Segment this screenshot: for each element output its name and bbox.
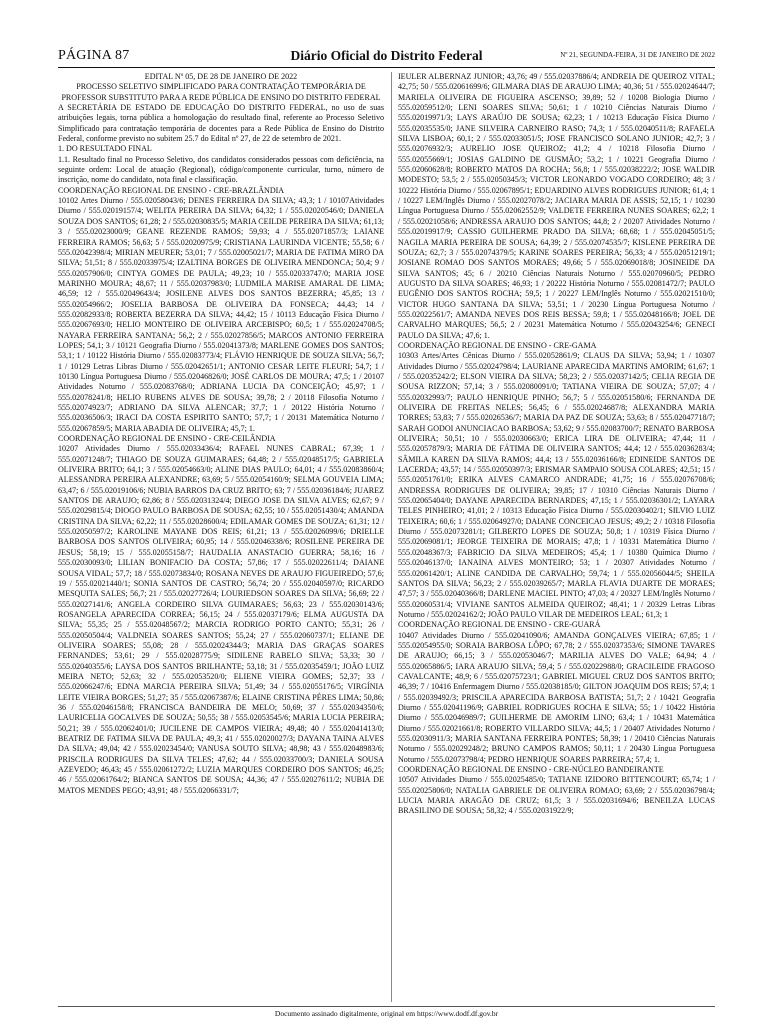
coordination-heading: COORDENAÇÃO REGIONAL DE ENSINO - CRE-GUARÁ bbox=[398, 620, 601, 630]
coordination-heading: COORDENAÇÃO REGIONAL DE ENSINO - CRE-BRAZLÂNDIA bbox=[58, 185, 285, 195]
left-column bbox=[58, 72, 384, 1002]
edital-subtitle: PROCESSO SELETIVO SIMPLIFICADO PARA CONTRATAÇÃO TEMPORÁRIA DE PROFESSOR SUBSTITUTO PARA A REDE PÚBLICA DE ENSINO DO DISTRITO FEDERAL bbox=[61, 82, 381, 102]
coordination-heading: COORDENAÇÃO REGIONAL DE ENSINO - CRE-GAMA bbox=[398, 340, 597, 350]
page-header bbox=[58, 48, 715, 68]
issue-date: Nº 21, SEGUNDA-FEIRA, 31 DE JANEIRO DE 2022 bbox=[560, 51, 715, 59]
results-paragraph: 10507 Atividades Diurno / 555.02025485/0; TATIANE IZIDORO BITTENCOURT; 65,74; 1 / 555.02025806/0; NATALIA GABRIELE DE OLIVEIRA ROMAO; 63,69; 2 / 555.02036798/4; LUCIA MARIA ARAGÃO DE CRUZ; 61,5; 3 / 555.02031694/6; BENEILZA LUCAS BRASILINO DE SOUSA; 58,32; 4 / 555.02031922/9; bbox=[398, 775, 715, 816]
edital-intro: A SECRETÁRIA DE ESTADO DE EDUCAÇÃO DO DISTRITO FEDERAL, no uso de suas atribuições legais, torna pública a homologação do resultado final, referente ao Processo Seletivo Simplificado para contratação temporária de docentes para a Rede Pública de Ensino do Distrito Federal, conforme previsto no subitem 25.7 do Edital nº 27, de 22 de setembro de 2021. bbox=[58, 103, 384, 144]
header-rule bbox=[58, 67, 715, 68]
page-number: PÁGINA 87 bbox=[58, 48, 130, 63]
coordination-heading: COORDENAÇÃO REGIONAL DE ENSINO - CRE-CEILÂNDIA bbox=[58, 434, 276, 444]
item-paragraph: 1.1. Resultado final no Processo Seletivo, dos candidatos considerados pessoas com deficiência, na seguinte ordem: Local de atuação (Regional), código/componente curricular, turno, número de inscrição, nome do candidato, nota final e classificação. bbox=[58, 154, 384, 185]
section-heading: 1. DO RESULTADO FINAL bbox=[58, 144, 152, 154]
edital-title: EDITAL Nº 05, DE 28 DE JANEIRO DE 2022 bbox=[144, 72, 298, 81]
results-paragraph: IEULER ALBERNAZ JUNIOR; 43,76; 49 / 555.02037886/4; ANDREIA DE QUEIROZ VITAL; 42,75; 50 / 555.02061699/6; GILMARA DIAS DE ARAUJO LIMA; 40,36; 51 / 555.02024644/7; MARIELA OLIVEIRA DE FIGUEIRA ASCENSO; 39,89; 52 / 10208 Biologia Diurno / 555.02059512/0; LENI SOARES SILVA; 50,61; 1 / 10210 Ciências Naturais Diurno / 555.02019971/3; LAYS ARAÚJO DE SOUSA; 62,23; 1 / 10213 Educação Física Diurno / 555.02035535/0; JANE SILVEIRA CARNEIRO RASO; 74,3; 1 / 555.02040511/8; RAFAELA SILVA LISBOA; 60,1; 2 / 555.02033051/5; JOSE FRANCISCO SOLANO JUNIOR; 42,7; 3 / 555.02076932/3; AURELIO JOSE QUEIROZ; 41,2; 4 / 10218 Filosofia Diurno / 555.02055669/1; JOSIAS GALDINO DE GUSMÃO; 53,2; 1 / 10221 Geografia Diurno / 555.02060628/8; ROBERTO MATOS DA ROCHA; 56,8; 1 / 555.02038222/2; JOSE WALDIR MODESTO; 53,5; 2 / 555.02050345/3; VICTOR LEONARDO VOGADO CORDEIRO; 48; 3 / 10222 História Diurno / 555.02067895/1; EDUARDINO ALVES RODRIGUES JUNIOR; 61,4; 1 / 10227 LEM/Inglês Diurno / 555.02027078/2; JACIARA MARIA DE ASSIS; 52,15; 1 / 10230 Língua Portuguesa Diurno / 555.02062552/9; VALDETE FERREIRA NUNES SOARES; 62,2; 1 / 555.02021058/6; ANDRESSA ARAUJO DOS SANTOS; 44,8; 2 / 20207 Atividades Noturno / 555.02019917/9; CASSIO GUILHERME PRADO DA SILVA; 68,68; 1 / 555.02045051/5; NAGILA MARIA PEREIRA DE SOUSA; 64,39; 2 / 555.02074535/7; KISLENE PEREIRA DE SOUZA; 62,7; 3 / 555.02074379/5; KARINE SOARES PEREIRA; 56,33; 4 / 555.02051219/1; JOSIANE ROMAO DOS SANTOS MORAES; 49,66; 5 / 555.02069018/8; JOSINEIDE DA SILVA SANTOS; 45; 6 / 20210 Ciências Naturais Noturno / 555.02070960/5; PEDRO AUGUSTO DA SILVA SOARES; 46,93; 1 / 20222 História Noturno / 555.02081472/7; PAULO EUGÊNIO DOS SANTOS ROCHA; 59,5; 1 / 20227 LEM/Inglês Noturno / 555.02021510/0; VICTOR HUGO SANTANA DA SILVA; 53,51; 1 / 20230 Língua Portuguesa Noturno / 555.02022561/7; AMANDA NEVES DOS REIS BESSA; 59,8; 1 / 555.02048166/8; JOEL DE CARVALHO MARQUES; 56,5; 2 / 20231 Matemática Noturno / 555.02043254/6; GENECI PAULO DA SILVA; 47,6; 1. bbox=[398, 72, 715, 340]
results-paragraph: 10207 Atividades Diurno / 555.02033436/4; RAFAEL NUNES CABRAL; 67,39; 1 / 555.02071248/7; THIAGO DE SOUZA GUIMARAES; 64,48; 2 / 555.02048517/5; GABRIELA OLIVEIRA BRITO; 64,1; 3 / 555.02054663/0; ALINE DIAS PAULO; 64,01; 4 / 555.02083860/4; ALESSANDRA PEREIRA ALEXANDRE; 63,69; 5 / 555.02054160/9; SELMA GOUVEIA LIMA; 63,47; 6 / 555.02019106/6; NUBIA BARROS DA CRUZ BRITO; 63; 7 / 555.02036184/6; JUAREZ SANTOS DE ARAUJO; 62,86; 8 / 555.02031324/4; DIEGO JOSE DA SILVA ALVES; 62,67; 9 / 555.02029815/4; DIOGO PAULO BARBOSA DE SOUSA; 62,55; 10 / 555.02051430/4; AMANDA CRISTINA DA SILVA; 62,22; 11 / 555.02028600/4; EDILAMAR GOMES DE SOUZA; 61,31; 12 / 555.02050597/2; KAROLINE MAYANE DOS REIS; 61,21; 13 / 555.02026099/6; DRIELLE BARBOSA DOS SANTOS OLIVEIRA; 60,95; 14 / 555.02046338/6; ROSILENE PEREIRA DE JESUS; 58,19; 15 / 555.02055158/7; HAUDALIA ANASTACIO GUERRA; 58,16; 16 / 555.02030093/0; LILIAN BONIFACIO DA COSTA; 57,86; 17 / 555.02022611/4; DAIANE SOUSA VIDAL; 57,7; 18 / 555.02073834/0; ROSANA NEVES DE ARAUJO FIGUEIREDO; 57,6; 19 / 555.02021440/1; SONIA SANTOS DE CASTRO; 56,74; 20 / 555.02040597/0; RICARDO MESQUITA SALES; 56,7; 21 / 555.02027726/4; LOURIEDSON SOARES DA SILVA; 56,69; 22 / 555.02027141/6; ANGELA CORDEIRO SILVA GUIMARAES; 56,63; 23 / 555.02030143/6; ROSANGELA APARECIDA CORREA; 56,15; 24 / 555.02037179/6; ELMA AUGUSTA DA SILVA; 55,35; 25 / 555.02048567/2; MARCIA RODRIGO PORTO CANTO; 55,31; 26 / 555.02050504/4; VALDNEIA SOARES SANTOS; 55,24; 27 / 555.02060737/1; ELIANE DE OLIVEIRA SOARES; 55,08; 28 / 555.02024344/3; MARIA DAS GRAÇAS SOARES FERNANDES; 53,61; 29 / 555.02028775/9; SIDILENE RABELO SILVA; 53,33; 30 / 555.02040355/6; LAYSA DOS SANTOS BRILHANTE; 53,18; 31 / 555.02035459/1; JOÃO LUIZ MEIRA NETO; 52,63; 32 / 555.02053520/0; ELIENE VIEIRA GOMES; 52,37; 33 / 555.02066247/6; EDNA MARCIA PEREIRA SILVA; 51,49; 34 / 555.02055176/5; VIRGÍNIA LEITE VIEIRA BORGES; 51,27; 35 / 555.02067387/6; ELAINE CRISTINA PÉRES LIMA; 50,86; 36 / 555.02046158/8; FRANCISCA BANDEIRA DE MELO; 50,69; 37 / 555.02034350/6; LAURICELIA GOCALVES DE SOUZA; 50,55; 38 / 555.02053545/6; MARIA LUCIA PEREIRA; 50,21; 39 / 555.02062401/0; JUCILENE DE CAMPOS VIEIRA; 49,48; 40 / 555.02041413/0; BEATRIZ DE FATIMA SILVA DE PAULA; 49,3; 41 / 555.02020027/3; DAYANA TAINA ALVES DA SILVA; 49,04; 42 / 555.02023454/0; VANUSA SOUTO SILVA; 48,98; 43 / 555.02048983/6; PRISCILA RODRIGUES DA SILVA TELES; 47,62; 44 / 555.02033700/3; DANIELA SOUSA AZEVEDO; 46,43; 45 / 555.02061272/2; LUZIA MARQUES CORDEIRO DOS SANTOS; 46,25; 46 / 555.02061764/2; BIANCA SANTOS DE SOUSA; 44,36; 47 / 555.02027611/2; NUBIA DE MATOS MENDES PEGO; 43,91; 48 / 555.02066331/7; bbox=[58, 444, 384, 795]
results-paragraph: 10407 Atividades Diurno / 555.02041090/6; AMANDA GONÇALVES VIEIRA; 67,85; 1 / 555.02054955/0; SORAIA BARBOSA LÔPO; 67,78; 2 / 555.02037353/6; SIMONE TAVARES DE ARAUJO; 66,15; 3 / 555.02053046/7; MARILIA ALVES DO VALE; 64,94; 4 / 555.02065886/5; IARA ARAUJO SILVA; 59,4; 5 / 555.02022988/0; GRACILEIDE FRAGOSO CAVALCANTE; 48,9; 6 / 555.02075723/1; GABRIEL MIGUEL CRUZ DOS SANTOS BRITO; 46,39; 7 / 10416 Enfermagem Diurno / 555.02038185/0; GILTON JOAQUIM DOS REIS; 57,4; 1 / 555.02039492/3; PRISCILA APARECIDA BARBOSA BATISTA; 51,7; 2 / 10421 Geografia Diurno / 555.02041196/9; GABRIEL RODRIGUES ROCHA E SILVA; 55; 1 / 10422 História Diurno / 555.02046989/7; GUILHERME DE AMORIM LINO; 63,4; 1 / 10431 Matemática Diurno / 555.02021661/8; ROBERTO VILLARDO SILVA; 44,5; 1 / 20407 Atividades Noturno / 555.02030911/3; MARIA SANTANA FERREIRA PONTES; 58,39; 1 / 20410 Ciências Naturais Noturno / 555.02029248/2; BRUNO CAMPOS RAMOS; 50,11; 1 / 20430 Língua Portuguesa Noturno / 555.02073798/4; PEDRO HENRIQUE SOARES PARREIRA; 57,4; 1. bbox=[398, 630, 715, 764]
results-paragraph: 10102 Artes Diurno / 555.02058043/6; DENES FERREIRA DA SILVA; 43,3; 1 / 10107Atividades Diurno / 555.02019157/4; WELITA PEREIRA DA SILVA; 64,32; 1 / 555.02020546/0; DANIELA SOUZA DOS SANTOS; 61,28; 2 / 555.02030835/5; MARIA CEILDE PEREIRA DA SILVA; 61,13; 3 / 555.02023000/9; GEANE REZENDE RAMOS; 59,93; 4 / 555.02071857/3; LAIANE FERREIRA RAMOS; 56,63; 5 / 555.02020975/9; CRISTIANA LAURINDA VICENTE; 55,58; 6 / 555.02042398/4; MIRIAN MEURER; 53,01; 7 / 555.02005021/7; MARIA DE FATIMA MIRO DA SILVA; 51,51; 8 / 555.02033975/4; IZALTINA BORGES DE OLIVEIRA MENDONCA; 50,4; 9 / 555.02057906/0; CINTYA GOMES DE PAULA; 49,23; 10 / 555.02033747/0; MARIA JOSE MARINHO MOURA; 48,67; 11 / 555.02037983/0; LUDMILA MARISE AMARAL DE LIMA; 46,59; 12 / 555.02049643/4; JOSILENE ALVES DOS SANTOS BEZERRA; 45,85; 13 / 555.02054966/2; JOSELIA BARBOSA DE OLIVEIRA DA FONSECA; 44,43; 14 / 555.02082933/8; ROBERTA BEZERRA DA SILVA; 44,42; 15 / 10113 Educação Física Diurno / 555.02067693/0; HELIO MONTEIRO DE OLIVEIRA ARCEBISPO; 60,5; 1 / 555.02024708/5; NAYARA FERREIRA SANTANA; 56,2; 2 / 555.02027856/5; MARCOS ANTONIO FERREIRA LOPES; 54,1; 3 / 10121 Geografia Diurno / 555.02041373/8; MARLENE GOMES DOS SANTOS; 53,1; 1 / 10122 História Diurno / 555.02083773/4; FLÁVIO HENRIQUE DE SOUZA SILVA; 56,7; 1 / 10129 Letras Libras Diurno / 555.02042651/1; ANTONIO CESAR LEITE FLEURI; 54,7; 1 / 10130 Língua Portuguesa Diurno / 555.02046826/0; JOSÉ CARLOS DE MOURA; 47,5; 1 / 20107 Atividades Noturno / 555.02083768/0; ADRIANA LUCIA DA CONCEIÇÃO; 45,97; 1 / 555.02078241/8; HELIO RUBENS ALVES DE SOUSA; 39,78; 2 / 20118 Filosofia Noturno / 555.02074923/7; ADRIANO DA SILVA ALENCAR; 37,7; 1 / 20122 História Noturno / 555.02036506/3; IRACI DA COSTA ESPIRITO SANTO; 57,7; 1 / 20131 Matemática Noturno / 555.02067859/5; MARIA ABADIA DE OLIVEIRA; 45,7; 1. bbox=[58, 196, 384, 433]
page-footer bbox=[58, 1009, 715, 1018]
results-paragraph: 10303 Artes/Artes Cênicas Diurno / 555.02052861/9; CLAUS DA SILVA; 53,94; 1 / 10307 Atividades Diurno / 555.02024798/4; LAURIANE APARECIDA MARTINS AMORIM; 61,67; 1 / 555.02035242/2; ELSON VIEIRA DA SILVA; 58,23; 2 / 555.02037142/5; CELIA REGIA DE SOUSA RIZZON; 57,14; 3 / 555.02080091/0; TATIANA VIEIRA DE SOUZA; 57,07; 4 / 555.02032993/7; PAULO HENRIQUE PINHO; 56,7; 5 / 555.02051580/6; FERNANDA DE OLIVEIRA DE FREITAS NELES; 56,45; 6 / 555.02024687/8; ALEXANDRA MARIA TORRES; 53,83; 7 / 555.02026536/7; MARIA DA PAZ DE SOUZA; 53,63; 8 / 555.02047718/7; SARAH GODOI ANUNCIACAO BARBOSA; 53,62; 9 / 555.02083700/7; RENATO BARBOSA OLIVEIRA; 50,51; 10 / 555.02030663/0; ERICA LIRA DE OLIVEIRA; 47,44; 11 / 555.02057879/3; MARIA DE FÁTIMA DE OLIVEIRA SANTOS; 44,4; 12 / 555.02036283/4; SÂMILA KAREN DA SILVA RAMOS; 44,4; 13 / 555.02036166/8; EDINEIDE SANTOS DE LACERDA; 43,57; 14 / 555.02050397/3; ERISMAR SAMPAIO SOUSA COLARES; 42,51; 15 / 555.02051761/0; ERIKA ALVES CAMARCO ANDRADE; 41,75; 16 / 555.02076708/6; ANDRESSA RODRIGUES DE OLIVEIRA; 39,85; 17 / 10310 Ciências Naturais Diurno / 555.02065404/0; DAYANE APARECIDA BERNARDES; 47,15; 1 / 555.02036301/2; LAYARA TELES PINHEIRO; 41,01; 2 / 10313 Educação Física Diurno / 555.02030402/1; SILVIO LUIZ TEIXEIRA; 60,6; 1 / 555.02064927/0; DAIANE CONCEICAO JESUS; 49,2; 2 / 10318 Filosofia Diurno / 555.02073281/1; GILBERTO LOPES DE SOUZA; 50,8; 1 / 10319 Física Diurno / 555.02069081/1; JEORGE TEIXEIRA DE MORAIS; 47,8; 1 / 10331 Matemática Diurno / 555.02048367/3; FABRICIO DA SILVA MEDEIROS; 45,4; 1 / 10380 Química Diurno / 555.02046137/0; IANAINA ALVES MONTEIRO; 53; 1 / 20307 Atividades Noturno / 555.02061420/1; ALINE CANDIDA DE CARVALHO; 59,74; 1 / 555.02056044/5; SHEILA SANTOS DA SILVA; 56,23; 2 / 555.02039265/7; MARLA FLAVIA DUARTE DE MORAES; 47,57; 3 / 555.02040366/8; DARLENE MACIEL PINTO; 47,03; 4 / 20327 LEM/Inglês Noturno / 555.02060531/4; VIVIANE SANTOS ALMEIDA QUEIROZ; 48,41; 1 / 20329 Letras Libras Noturno / 555.02024162/2; JOÃO PAULO VILAR DE MEDEIROS LEAL; 61,3; 1 bbox=[398, 351, 715, 619]
coordination-heading: COORDENAÇÃO REGIONAL DE ENSINO - CRE-NÚCLEO BANDEIRANTE bbox=[398, 765, 664, 775]
footer-text: Documento assinado digitalmente, original em https://www.dodf.df.gov.br bbox=[274, 1009, 499, 1018]
right-column bbox=[398, 72, 715, 1002]
footer-rule bbox=[58, 1006, 715, 1007]
journal-title: Diário Oficial do Distrito Federal bbox=[290, 48, 483, 63]
column-divider bbox=[391, 72, 392, 1002]
